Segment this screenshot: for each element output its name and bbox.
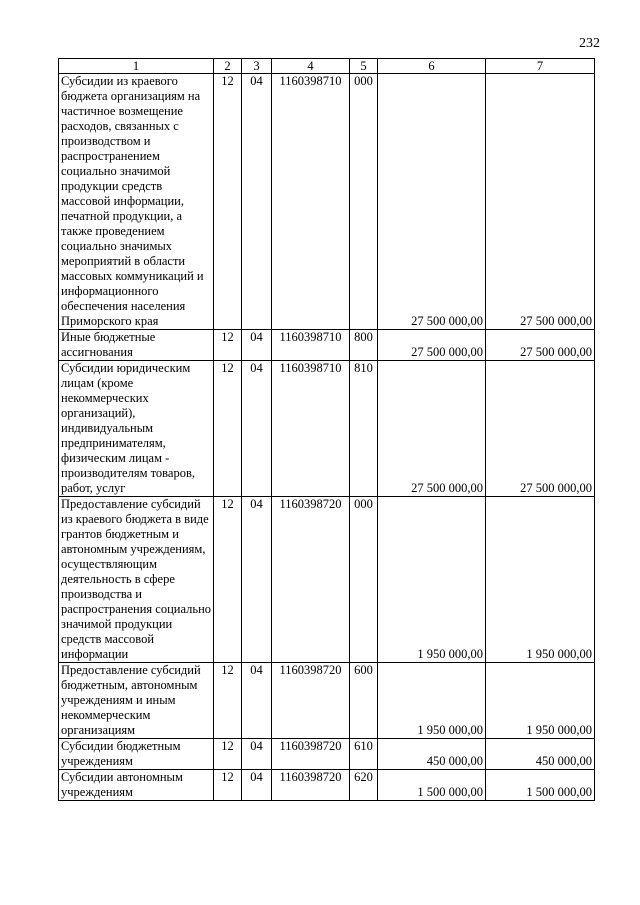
table-row	[59, 739, 595, 770]
row-section: 12	[214, 330, 242, 361]
row-section: 12	[214, 361, 242, 497]
row-target-code: 1160398720	[272, 497, 350, 663]
row-amount-7: 27 500 000,00	[486, 330, 595, 361]
row-name: Субсидии автономным учреждениям	[59, 770, 214, 801]
row-subsection: 04	[242, 497, 272, 663]
row-name: Иные бюджетные ассигнования	[59, 330, 214, 361]
table-row	[59, 74, 595, 330]
row-section: 12	[214, 497, 242, 663]
row-expense-type: 610	[350, 739, 378, 770]
row-amount-6: 450 000,00	[378, 739, 486, 770]
row-amount-7: 1 950 000,00	[486, 663, 595, 739]
row-amount-7: 27 500 000,00	[486, 361, 595, 497]
row-name: Предоставление субсидий из краевого бюджета в виде грантов бюджетным и автономным учреждениям, осуществляющим деятельность в сфере производства и распространения социально значимой продукции средств массовой информации	[59, 497, 214, 663]
row-expense-type: 000	[350, 497, 378, 663]
header-cell: 5	[350, 59, 378, 74]
row-amount-7: 450 000,00	[486, 739, 595, 770]
row-amount-7: 27 500 000,00	[486, 74, 595, 330]
row-expense-type: 800	[350, 330, 378, 361]
row-target-code: 1160398720	[272, 739, 350, 770]
table-row	[59, 770, 595, 801]
row-target-code: 1160398710	[272, 74, 350, 330]
row-amount-7: 1 500 000,00	[486, 770, 595, 801]
row-section: 12	[214, 663, 242, 739]
row-amount-6: 27 500 000,00	[378, 330, 486, 361]
row-section: 12	[214, 739, 242, 770]
table-header-row	[59, 59, 595, 74]
header-cell: 2	[214, 59, 242, 74]
row-subsection: 04	[242, 74, 272, 330]
row-name: Субсидии юридическим лицам (кроме некоммерческих организаций), индивидуальным предпринимателям, физическим лицам - производителям товаров, работ, услуг	[59, 361, 214, 497]
row-amount-7: 1 950 000,00	[486, 497, 595, 663]
row-expense-type: 600	[350, 663, 378, 739]
page-number: 232	[579, 36, 600, 51]
row-subsection: 04	[242, 663, 272, 739]
header-cell: 7	[486, 59, 595, 74]
row-expense-type: 810	[350, 361, 378, 497]
row-name: Субсидии из краевого бюджета организациям на частичное возмещение расходов, связанных с производством и распространением социально значимой продукции средств массовой информации, печатной продукции, а также проведением социально значимых мероприятий в области массовых коммуникаций и информационного обеспечения населения Приморского края	[59, 74, 214, 330]
table-row	[59, 497, 595, 663]
row-target-code: 1160398710	[272, 361, 350, 497]
row-subsection: 04	[242, 361, 272, 497]
header-cell: 3	[242, 59, 272, 74]
row-amount-6: 1 500 000,00	[378, 770, 486, 801]
row-expense-type: 620	[350, 770, 378, 801]
row-amount-6: 27 500 000,00	[378, 361, 486, 497]
table-row	[59, 361, 595, 497]
row-name: Субсидии бюджетным учреждениям	[59, 739, 214, 770]
table-row	[59, 330, 595, 361]
header-cell: 4	[272, 59, 350, 74]
header-cell: 1	[59, 59, 214, 74]
row-section: 12	[214, 770, 242, 801]
row-target-code: 1160398720	[272, 770, 350, 801]
table-row	[59, 663, 595, 739]
row-subsection: 04	[242, 330, 272, 361]
row-expense-type: 000	[350, 74, 378, 330]
row-target-code: 1160398710	[272, 330, 350, 361]
row-section: 12	[214, 74, 242, 330]
row-subsection: 04	[242, 739, 272, 770]
row-amount-6: 1 950 000,00	[378, 497, 486, 663]
row-amount-6: 1 950 000,00	[378, 663, 486, 739]
header-cell: 6	[378, 59, 486, 74]
row-target-code: 1160398720	[272, 663, 350, 739]
budget-table	[58, 58, 595, 801]
row-name: Предоставление субсидий бюджетным, автономным учреждениям и иным некоммерческим организациям	[59, 663, 214, 739]
row-subsection: 04	[242, 770, 272, 801]
row-amount-6: 27 500 000,00	[378, 74, 486, 330]
